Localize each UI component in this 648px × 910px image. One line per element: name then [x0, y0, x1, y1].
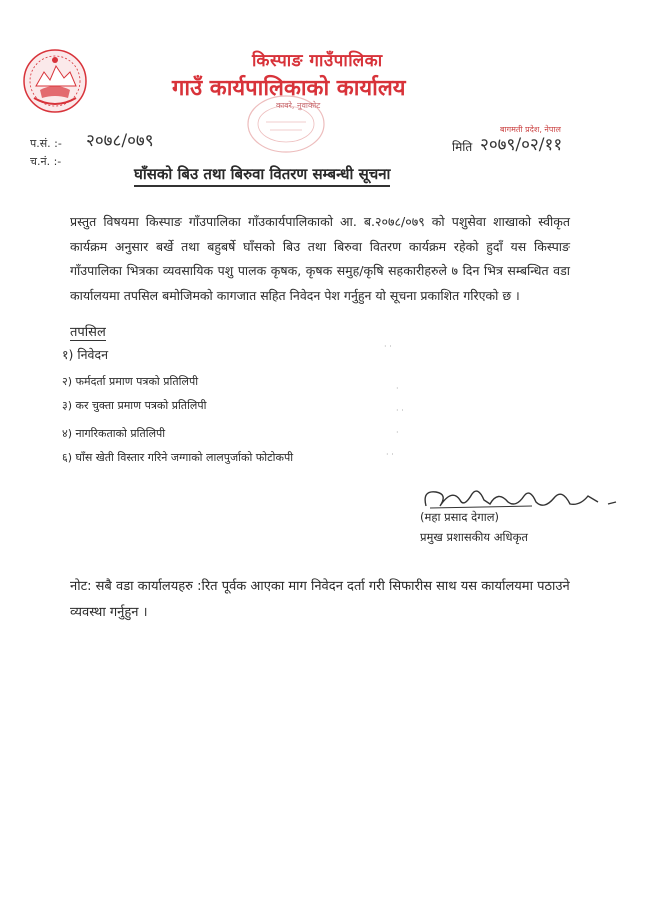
office-stamp-icon	[244, 92, 328, 156]
list-item: २) फर्मदर्ता प्रमाण पत्रको प्रतिलिपी	[62, 375, 199, 388]
ps-label: प.सं. :-	[30, 137, 62, 150]
municipality-name: किस्पाङ गाउँपालिका	[252, 51, 383, 71]
date-label: मिति	[452, 140, 473, 154]
footer-note: नोट: सबै वडा कार्यालयहरु :रित पूर्वक आएका माग निवेदन दर्ता गरी सिफारीस साथ यस कार्यालयमा पठाउने व्यवस्था गर्नुहुन ।	[70, 579, 570, 620]
notice-body: प्रस्तुत विषयमा किस्पाङ गाँउपालिका गाँउकार्यपालिकाको आ. ब.२०७८/०७९ को पशुसेवा शाखाको स्वीकृत कार्यक्रम अनुसार बर्खे तथा बहुबर्षे घाँसको बिउ तथा बिरुवा वितरण कार्यक्रम रहेको हुदाँ यस किस्पाङ गाँउपालिका भित्रका व्यवसायिक पशु पालक कृषक, कृषक समुह/कृषि सहकारीहरुले ७ दिन भित्र सम्बन्धित वडा कार्यालयमा तपसिल बमोजिमको कागजात सहित निवेदन पेश गर्नुहुन यो सूचना प्रकाशित गरिएको छ ।	[70, 214, 570, 303]
cn-label: च.नं. :-	[30, 155, 62, 168]
date-value: २०७९/०२/११	[480, 135, 563, 155]
list-item: १) निवेदन	[62, 347, 109, 362]
faint-mark: · ·	[396, 406, 404, 415]
nepal-emblem-icon	[22, 48, 88, 114]
tapasil-heading: तपसिल	[70, 322, 106, 341]
list-item: ३) कर चुक्ता प्रमाण पत्रको प्रतिलिपी	[62, 399, 207, 412]
list-item: ४) नागरिकताको प्रतिलिपी	[62, 427, 166, 440]
faint-mark: · ·	[384, 342, 392, 351]
notice-title: घाँसको बिउ तथा बिरुवा वितरण सम्बन्धी सूचना	[134, 164, 390, 187]
faint-mark: ·	[396, 384, 399, 393]
list-item: ६) घाँस खेती विस्तार गरिने जग्गाको लालपुर्जाको फोटोकपी	[62, 451, 294, 464]
faint-mark: ·	[396, 428, 399, 437]
faint-mark: · ·	[386, 450, 394, 459]
province-name: बागमती प्रदेश, नेपाल	[500, 125, 561, 134]
office-address: कावरे, नुवाकोट	[276, 101, 321, 110]
office-name: गाउँ कार्यपालिकाको कार्यालय	[172, 76, 406, 101]
signatory-title: प्रमुख प्रशासकीय अधिकृत	[420, 530, 528, 544]
ps-value: २०७८/०७९	[86, 131, 154, 151]
signatory-name: (महा प्रसाद देगाल)	[420, 510, 500, 524]
